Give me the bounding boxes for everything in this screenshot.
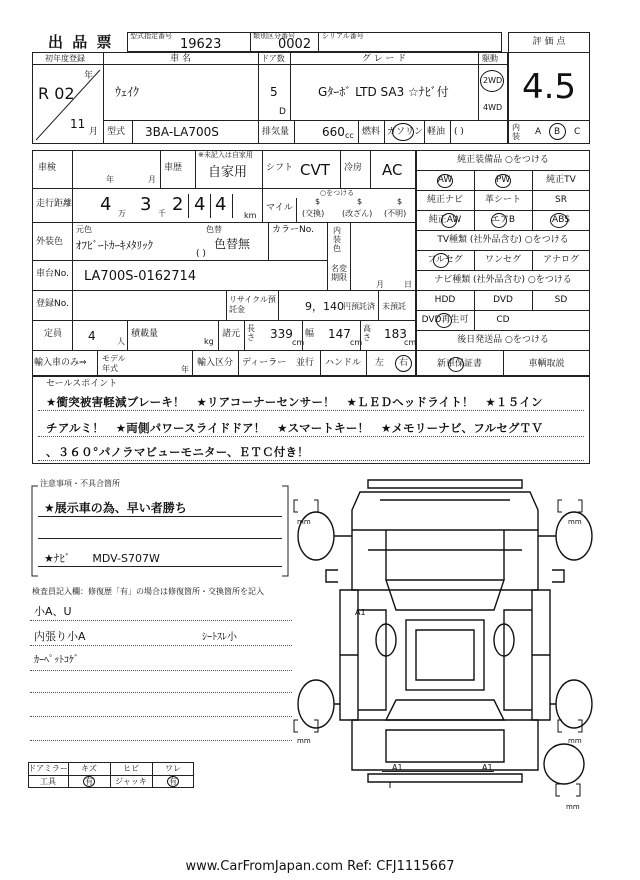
mm-rear-right: mm [568,737,582,745]
class-no: 0002 [278,37,312,52]
parallel: 並行 [296,358,315,368]
interior-grade-circle [549,123,566,140]
exchange: (交換) [302,209,325,218]
unknown: (不明) [384,209,407,218]
mileage-man: 万 [118,209,126,218]
interior-grade-a: A [535,127,542,137]
grade-label: グ レ ー ド [361,54,407,64]
mileage-circle-note: ○をつける [320,189,355,197]
navi-dvd: DVD [493,295,513,305]
unknown-mark: $ [397,197,403,206]
interior-grade-b: B [554,127,561,137]
later-warranty-circle [448,357,464,372]
handle-circle [395,355,412,372]
car-name-label: 車 名 [170,54,191,64]
evaluation-score: 4.5 [521,67,577,107]
acc-tools-circle [83,776,95,787]
tv-analog: アナログ [542,255,579,265]
exchange-mark: $ [315,197,321,206]
equip-pw: PW [495,175,511,185]
equip-abs-circle [550,213,568,228]
mile-label: マイル [266,203,293,213]
ext-color-label: 外装色 [36,237,64,247]
notes-label: 注意事項・不具合箇所 [40,479,120,488]
handle-right: 右 [399,358,409,368]
capacity-label: 定員 [44,329,63,339]
damage-a1-rear-left: A1 [392,763,403,772]
load-label: 積載量 [131,329,159,339]
tv-fullseg-circle [433,253,449,268]
acc-jack: ジャッキ [115,777,147,786]
recycle-not-deposited: 未預託 [382,302,406,311]
score-label: 評 価 点 [532,37,566,47]
tamper: (改ざん) [342,209,373,218]
equip-sunroof: SR [555,195,567,205]
height-label: 高さ [363,324,371,342]
tamper-mark: $ [357,197,363,206]
capacity: 4 [88,329,96,343]
acc-crack: ヒビ [123,764,139,773]
first-reg-year-unit: 年 [84,71,94,81]
mileage-digit-4: 4 [194,194,206,215]
mileage-digit-5: 4 [215,194,227,215]
kg-unit: kg [204,337,214,346]
inspector-note-1: 小A、U [34,605,72,618]
sales-line-2: チアルミ！ ★両側パワースライドドア！ ★スマートキー！ ★メモリーナビ、フルセグＴＶ [46,421,543,435]
note-line-2: ★ﾅﾋﾞ MDV-S707W [44,552,160,565]
drive-circle [480,70,504,92]
navi-dvd-playback: DVD再生可 [421,315,469,325]
shift: CVT [300,161,330,179]
drive-label: 駆動 [482,54,498,63]
quote-label: 諸元 [222,329,241,339]
car-name: ｳｪｲｸ [115,85,140,99]
equip-aw: AW [437,175,453,185]
sales-line-3: 、３６０°パノラマビューモニター、ＥＴＣ付き！ [46,445,309,459]
mileage-label: 走行距離 [36,199,73,209]
fuel-label: 燃料 [362,127,381,137]
equip-genuine-tv: 純正TV [546,175,576,185]
recycle-amount: 9，140 [305,300,344,313]
drive-4wd: 4WD [483,103,503,112]
cooler: AC [382,161,403,179]
equip-genuine-navi: 純正ナビ [426,195,463,205]
cooler-label: 冷房 [344,163,363,173]
mileage-digit-2: 3 [140,194,152,215]
damage-a1-side: A1 [355,608,366,617]
acc-jack-have: 有 [169,777,177,786]
color-no-label: カラーNo. [272,225,314,235]
height: 183 [384,327,407,341]
width-label: 幅 [305,329,315,339]
genuine-equipment-label: 純正装備品 ○をつける [457,155,549,165]
type-no-label: 型式指定番号 [130,32,172,40]
equip-leather-seat: 革シート [484,195,521,205]
door-label: ドア数 [261,54,285,63]
shaken-year-unit: 年 [106,175,114,184]
recycle-deposited: 円預託済 [343,302,375,311]
document-title: 出 品 票 [48,33,114,51]
displacement: 660 [322,125,345,139]
km-unit: km [244,211,257,220]
mm-rear-left: mm [297,737,311,745]
recolor-label: 色替 [206,225,222,234]
navi-dvd-circle [436,313,452,328]
dealer: ディーラー [242,358,287,368]
recolor: 色替無 [214,237,251,251]
sales-points-label: セールスポイント [46,379,118,389]
drive-2wd: 2WD [483,76,503,85]
light-oil-label: 軽油 [427,127,446,137]
damage-a1-rear-right: A1 [482,763,493,772]
inspector-note-2: 内張り小A [34,630,86,643]
shaken-month-unit: 月 [148,175,156,184]
inspector-note-2b: ｼｰﾄｽﾚ小 [202,632,237,643]
equip-aw-circle [437,174,453,188]
mileage-digit-3: 2 [172,194,184,215]
model-year-label: モデル年式 [102,354,126,373]
later-manual: 車輌取説 [528,359,565,369]
fuel-circle [392,123,414,141]
mileage-sen: 千 [158,209,166,218]
acc-jack-circle [167,776,179,787]
inspector-label: 検査員記入欄：修復歴「有」の場合は修復箇所・交換箇所を記入 [32,587,264,596]
height-cm: cm [404,338,417,347]
model-code: 3BA-LA700S [145,125,219,139]
note-line-1: ★展示車の為、早い者勝ち [44,501,187,515]
chassis-number: LA700S-0162714 [84,269,197,284]
equip-airbag: エアB [490,215,516,225]
acc-scratch: キズ [81,764,97,773]
chassis-label: 車台No. [36,269,69,279]
person-unit: 人 [117,337,125,346]
mm-front-right: mm [568,518,582,526]
ext-color: ｵﾌﾋﾞｰﾄｶｰｷﾒﾀﾘｯｸ [76,239,153,252]
reg-no-label: 登録No. [36,299,69,309]
length-label: 長さ [247,324,255,342]
name-change-month: 月 [376,280,384,289]
inspector-note-3: ｶｰﾍﾟｯﾄｺｹﾞ [34,655,79,666]
length: 339 [270,327,293,341]
equip-pw-circle [495,174,511,188]
model-label: 型式 [107,127,126,137]
length-cm: cm [292,338,305,347]
type-no: 19623 [180,37,222,52]
recolor-paren: ( ) [196,249,206,259]
int-color-label: 内装色 [333,226,341,253]
first-reg-label: 初年度登録 [45,54,85,63]
acc-broken: ワレ [165,764,181,773]
first-reg-month: 11 [70,117,86,131]
import-label: 輸入車のみ⇒ [34,358,87,368]
navi-cd: CD [496,315,510,325]
later-warranty: 新車保証書 [436,359,482,369]
handle-left: 左 [375,358,385,368]
serial-label: シリアル番号 [322,32,364,40]
acc-door-mirror: ドアミラー [28,764,68,773]
width-cm: cm [350,338,363,347]
navi-hdd: HDD [434,295,456,305]
import-category-label: 輸入区分 [197,358,234,368]
width: 147 [328,327,351,341]
footer-reference: www.CarFromJapan.com Ref: CFJ1115667 [185,859,455,874]
tv-fullseg: フルセグ [427,255,463,265]
tv-oneseg: ワンセグ [484,255,521,265]
first-reg-month-unit: 月 [89,127,99,137]
fuel-gasoline: ガソリン [387,127,424,137]
acc-tools: 工具 [40,777,56,786]
sales-line-1: ★衝突被害軽減ブレーキ！ ★リアコーナーセンサー！ ★ＬＥＤヘッドライト！ ★１５イン [46,395,543,409]
door-type: D [279,107,286,117]
interior-grade-c: C [574,127,581,137]
door-count: 5 [270,85,278,99]
cc-unit: cc [345,131,354,140]
model-year-unit: 年 [181,365,189,374]
equip-genuine-aw-circle [441,213,457,228]
first-reg-year: R 02 [38,84,75,103]
tv-type-label: TV種類 (社外品含む) ○をつける [437,235,569,245]
light-oil-paren: ( ) [454,127,464,137]
navi-type-label: ナビ種類 (社外品含む) ○をつける [434,275,572,285]
acc-tools-have: 有 [85,777,93,786]
equip-genuine-aw: 純正AW [428,215,462,225]
mileage-digit-1: 4 [100,194,112,215]
equip-airbag-circle [491,213,507,228]
shift-label: シフト [266,163,294,173]
usage: 自家用 [208,165,248,180]
usage-label: 車歴 [164,163,183,173]
displacement-label: 排気量 [262,127,290,137]
grade: Gﾀｰﾎﾞ LTD SA3 ☆ﾅﾋﾞ付 [318,85,449,99]
usage-note: ※未記入は自家用 [198,151,253,159]
name-change-label: 名変期限 [331,264,347,282]
later-items-label: 後日発送品 ○をつける [457,335,549,345]
navi-sd: SD [554,295,568,305]
handle-label: ハンドル [325,358,362,368]
shaken-label: 車検 [38,163,57,173]
orig-color-label: 元色 [76,225,92,234]
equip-abs: ABS [552,215,570,225]
interior-label: 内装 [512,123,520,141]
mm-front-left: mm [297,518,311,526]
mm-spare: mm [566,803,580,811]
recycle-label: リサイクル預託金 [229,295,276,314]
class-no-label: 類別区分番号 [253,32,295,40]
name-change-day: 日 [404,280,412,289]
car-damage-diagram [290,470,600,820]
